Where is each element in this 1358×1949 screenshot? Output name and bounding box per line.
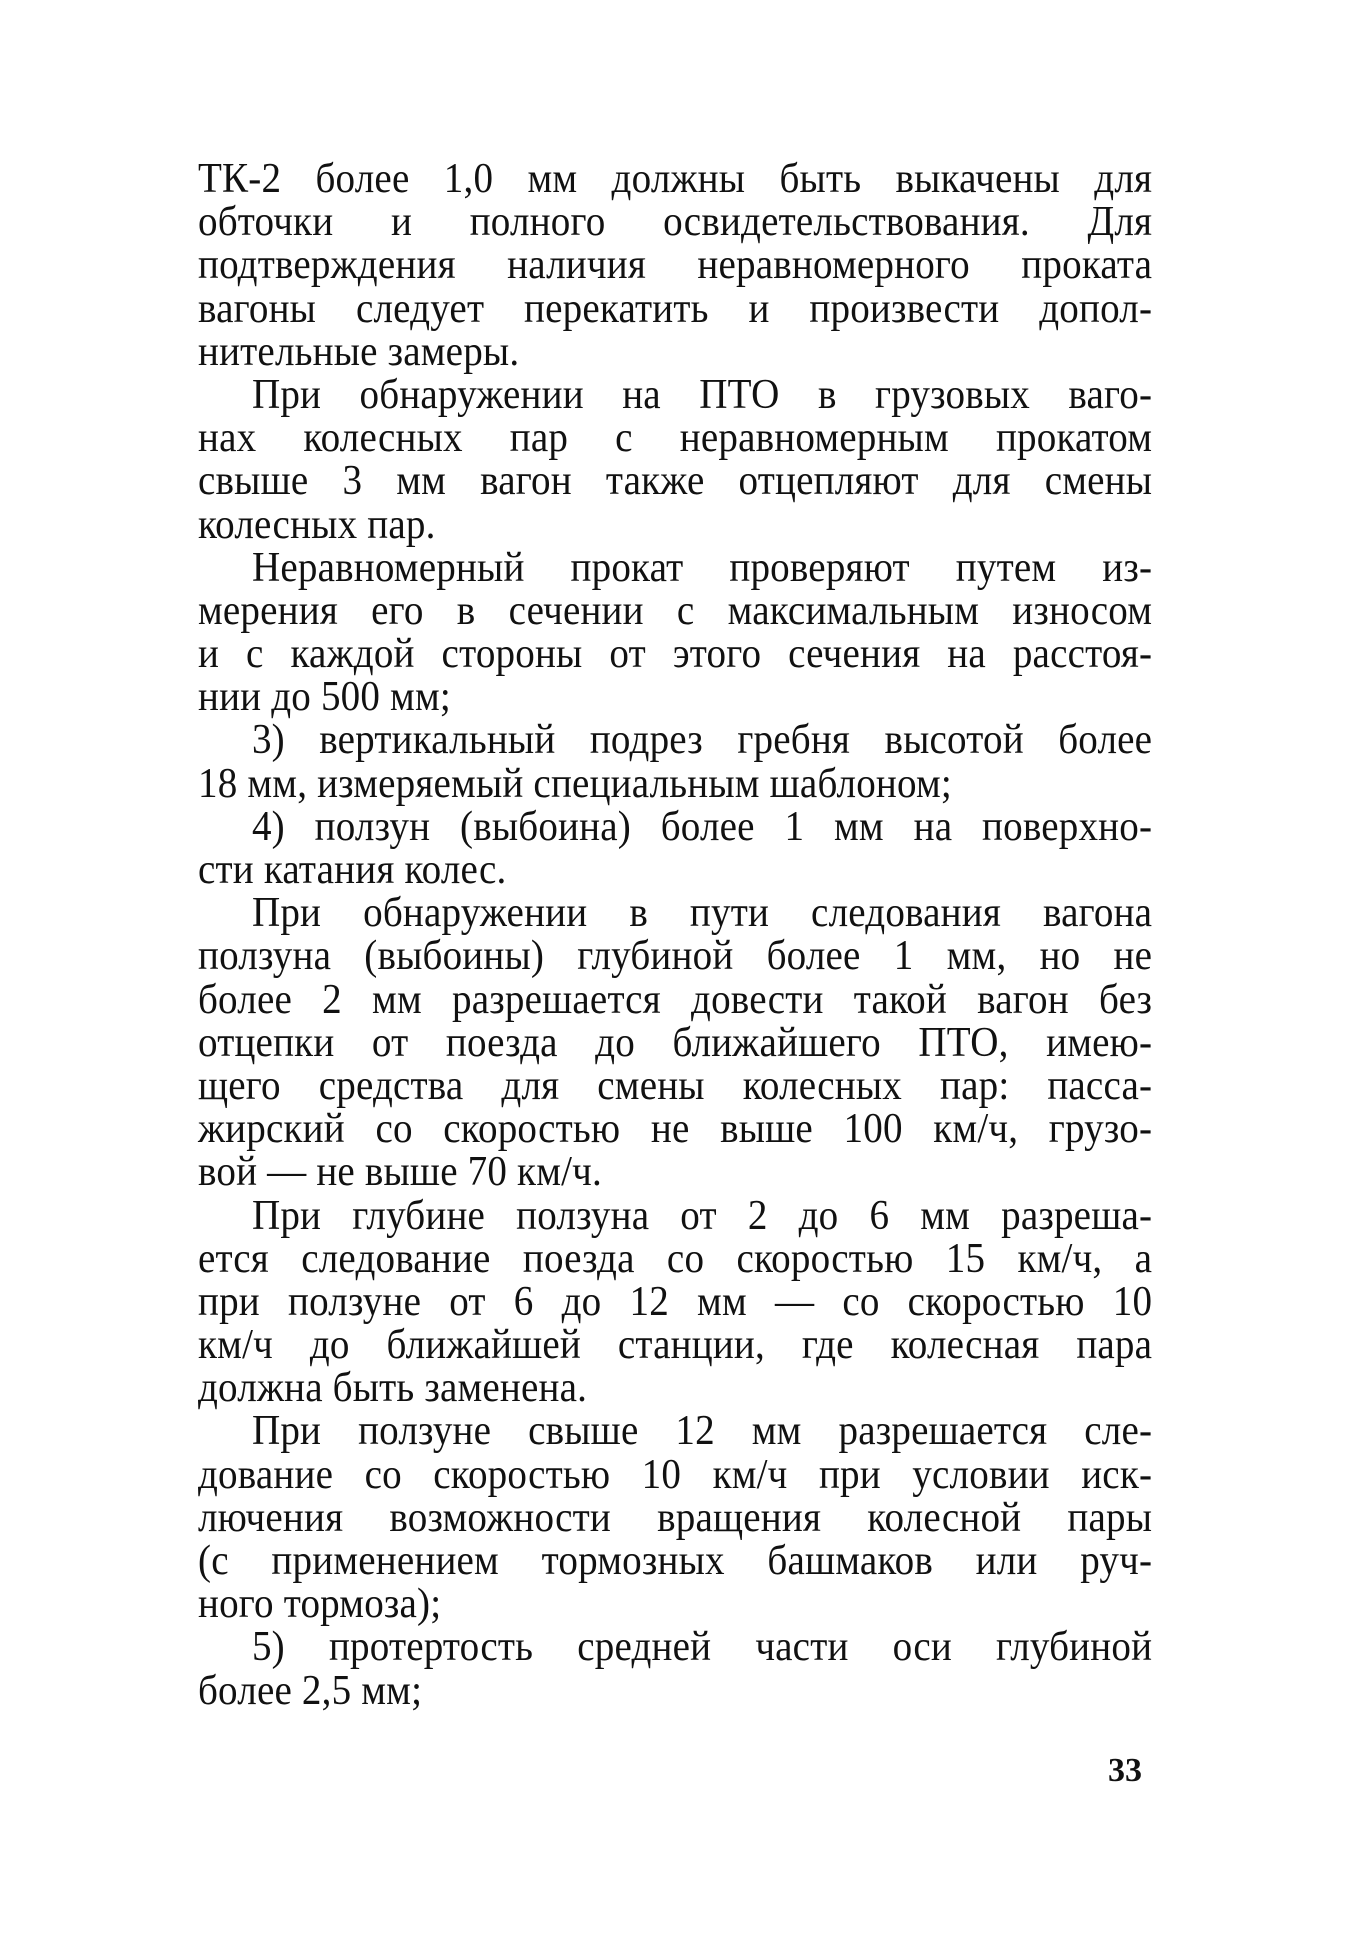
text-line: 4) ползун (выбоина) более 1 мм на поверхно- [251,803,1153,850]
paragraph-slider-en-route [198,892,1152,1194]
list-item-5-axle-wear [198,1626,1152,1712]
text-line: вагоны следует перекатить и произвести допол- [198,285,1153,332]
page-number: 33 [1108,1752,1142,1789]
text-line: нительные замеры. [198,328,520,375]
text-line: должна быть заменена. [198,1365,588,1412]
text-line: км/ч до ближайшей станции, где колесная пара [198,1322,1153,1369]
text-line: ного тормоза); [198,1581,442,1628]
text-line: (с применением тормозных башмаков или руч- [198,1538,1153,1584]
text-line: лючения возможности вращения колесной пары [198,1494,1153,1541]
text-line: более 2,5 мм; [198,1667,423,1714]
document-page [198,158,1152,1713]
text-line: При ползуне свыше 12 мм разрешается сле- [251,1408,1153,1455]
text-line: 3) вертикальный подрез гребня высотой более [251,717,1153,764]
text-line: обточки и полного освидетельствования. Для [198,199,1153,246]
text-line: подтверждения наличия неравномерного проката [198,242,1153,289]
text-line: жирский со скоростью не выше 100 км/ч, грузо- [198,1106,1153,1153]
text-line: При обнаружении в пути следования вагона [251,890,1153,937]
text-line: ТК-2 более 1,0 мм должны быть выкачены для [198,156,1153,202]
text-line: Неравномерный прокат проверяют путем из- [251,544,1153,591]
text-line: более 2 мм разрешается довести такой вагон без [198,976,1153,1023]
text-line: при ползуне от 6 до 12 мм — со скоростью 10 [198,1278,1153,1325]
paragraph-pto-freight [198,371,1153,548]
paragraph-tk2-rolling [198,158,1152,374]
paragraph-uneven-rolling-check [198,544,1153,721]
paragraph-slider-over-12 [198,1410,1152,1626]
text-line: мерения его в сечении с максимальным износом [198,587,1153,634]
text-line: ползуна (выбоины) глубиной более 1 мм, но не [198,933,1153,980]
text-line: ется следование поезда со скоростью 15 км/ч, а [198,1235,1153,1282]
text-line: нии до 500 мм; [198,674,451,721]
text-line: дование со скоростью 10 км/ч при условии иск- [198,1451,1153,1498]
text-line: 5) протертость средней части оси глубиной [251,1624,1153,1671]
text-line: При обнаружении на ПТО в грузовых ваго- [251,371,1153,418]
text-line: и с каждой стороны от этого сечения на расстоя- [198,631,1153,678]
text-line: 18 мм, измеряемый специальным шаблоном; [198,760,952,807]
list-item-3-flange-undercut [198,719,1152,805]
text-line: вой — не выше 70 км/ч. [198,1149,602,1196]
text-line: сти катания колес. [198,847,507,893]
text-line: колесных пар. [198,501,436,548]
list-item-4-slider [198,803,1153,893]
text-line: свыше 3 мм вагон также отцепляют для смены [198,458,1153,505]
paragraph-slider-depth-2-12 [198,1192,1153,1412]
text-line: При глубине ползуна от 2 до 6 мм разреша- [251,1192,1153,1239]
text-line: щего средства для смены колесных пар: пасса- [198,1062,1153,1109]
text-line: отцепки от поезда до ближайшего ПТО, имею- [198,1019,1153,1066]
text-line: нах колесных пар с неравномерным прокатом [198,415,1153,462]
